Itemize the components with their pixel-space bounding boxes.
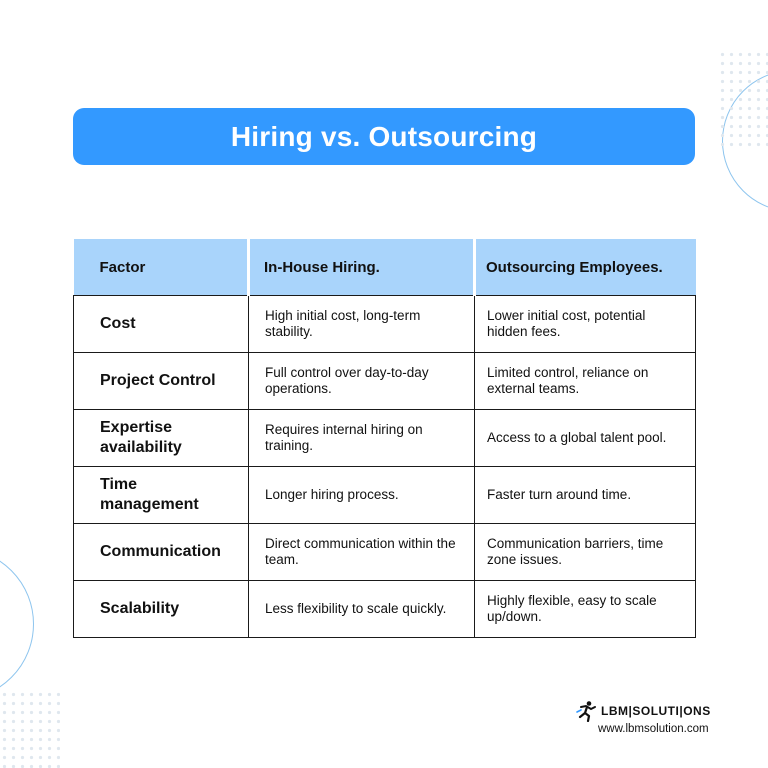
header-outsourcing-employees: Outsourcing Employees. <box>475 239 696 296</box>
decorative-circle-left <box>0 548 34 700</box>
in-house-cell: Longer hiring process. <box>249 467 475 524</box>
table-row <box>74 410 696 467</box>
in-house-cell: High initial cost, long-term stability. <box>249 296 475 353</box>
header-factor: Factor <box>74 239 249 296</box>
outsourcing-cell: Lower initial cost, potential hidden fees. <box>475 296 696 353</box>
in-house-cell: Requires internal hiring on training. <box>249 410 475 467</box>
table-row <box>74 467 696 524</box>
factor-cell: Expertise availability <box>74 410 249 467</box>
outsourcing-cell: Access to a global talent pool. <box>475 410 696 467</box>
factor-cell: Communication <box>74 524 249 581</box>
factor-cell: Project Control <box>74 353 249 410</box>
in-house-cell: Direct communication within the team. <box>249 524 475 581</box>
outsourcing-cell: Faster turn around time. <box>475 467 696 524</box>
in-house-cell: Full control over day-to-day operations. <box>249 353 475 410</box>
factor-cell: Cost <box>74 296 249 353</box>
outsourcing-cell: Limited control, reliance on external teams. <box>475 353 696 410</box>
table-row <box>74 296 696 353</box>
website-url: www.lbmsolution.com <box>598 723 709 735</box>
decorative-dots-bottom-left <box>0 690 60 768</box>
outsourcing-cell: Communication barriers, time zone issues. <box>475 524 696 581</box>
table-row <box>74 524 696 581</box>
running-figure-icon <box>575 700 597 722</box>
comparison-table <box>73 239 696 638</box>
page-title: Hiring vs. Outsourcing <box>230 120 538 152</box>
logo-text: LBM|SOLUTI|ONS <box>601 704 711 718</box>
company-logo <box>575 700 725 722</box>
table-row <box>74 581 696 638</box>
in-house-cell: Less flexibility to scale quickly. <box>249 581 475 638</box>
factor-cell: Scalability <box>74 581 249 638</box>
outsourcing-cell: Highly flexible, easy to scale up/down. <box>475 581 696 638</box>
factor-cell: Time management <box>74 467 249 524</box>
decorative-circle-right <box>722 70 768 212</box>
decorative-dots-top-right <box>718 50 768 150</box>
table-header-row <box>74 239 696 296</box>
header-in-house-hiring: In-House Hiring. <box>249 239 475 296</box>
table-row <box>74 353 696 410</box>
title-banner <box>73 108 695 165</box>
